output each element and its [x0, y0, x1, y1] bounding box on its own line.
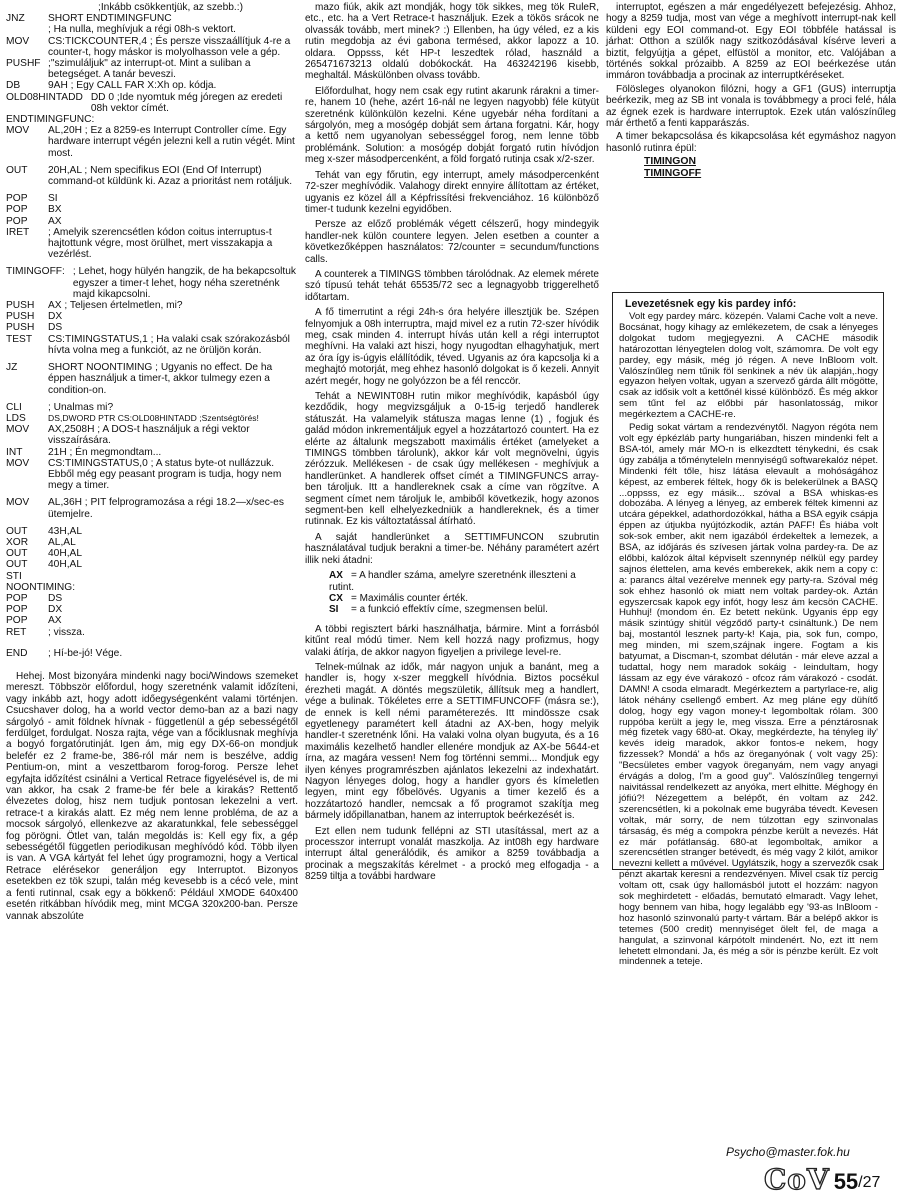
asm-line [6, 537, 298, 548]
asm-mnemonic: MOV [6, 497, 30, 509]
asm-operand: 40H,AL [48, 548, 82, 560]
register-description: = a funkció effektív címe, szegmensen belül. [351, 604, 548, 616]
asm-mnemonic: JNZ [6, 13, 25, 25]
definition-row [329, 593, 599, 604]
asm-operand: AX,2508H ; A DOS-t használjuk a régi vektor visszaírására. [48, 424, 250, 447]
asm-operand: BX [48, 204, 62, 216]
asm-line [6, 593, 298, 604]
asm-mnemonic: CLI [6, 401, 22, 413]
asm-line [6, 615, 298, 626]
asm-mnemonic: PUSHF [6, 58, 41, 70]
asm-operand: DX [48, 604, 63, 616]
asm-mnemonic: JZ [6, 362, 18, 374]
register-description: = A handler száma, amelyre szeretnénk illeszteni a rutint. [329, 570, 576, 593]
asm-line [6, 80, 298, 91]
middle-column [305, 2, 599, 887]
asm-operand: 21H ; Én megmondtam... [48, 446, 162, 458]
asm-line [6, 193, 298, 204]
party-info-title: Levezetésnek egy kis pardey infó: [625, 298, 797, 310]
asm-operand: AX [48, 215, 62, 227]
middle-prose-part1 [305, 2, 599, 566]
asm-operand: DS [48, 322, 63, 334]
paragraph: Tehát van egy főrutin, egy interrupt, amely másodpercenként 72-szer meghívódik. Valahogy direkt ennyire állítottam az értéket, ugyanis ez közel áll a Képfrissítési frekvenciához. 16 különböző timer-t tudunk kezelni egyidőben. [305, 169, 599, 215]
asm-line [6, 447, 298, 458]
asm-line [6, 548, 298, 559]
asm-label: TIMINGOFF: [6, 266, 65, 278]
register-name: SI [329, 604, 339, 616]
assembly-listing [6, 2, 298, 659]
asm-operand: ; Ha nulla, meghívjuk a régi 08h-s vektort. [48, 24, 236, 36]
routine-list [606, 156, 896, 179]
paragraph: A timer bekapcsolása és kikapcsolása két egymáshoz nagyon hasonló rutinra épül: [606, 131, 896, 154]
asm-operand: DS [48, 592, 63, 604]
register-name: CX [329, 592, 343, 604]
asm-line [6, 526, 298, 537]
asm-line [6, 13, 298, 24]
paragraph: Hehej. Most bizonyára mindenki nagy boci/Windows szemeket mereszt. Többször előfordul, hogy szeretnénk valamit időzíteni, vagy inkább azt, hogy adott időegységenként valami történjen. Csucshaver dolog, ha a world vector demo-ban az a bazi nagy sárgolyó - amit földnek hívnak - függetlenül a gép sebességétől ferdülget, fordulgat. Nosza rajta, vége van a főciklusnak meghívja a bogyó forgatórutinját. Igen ám, mig egy DX-66-on mondjuk belefér ez 2 frame-be, 386-ról már nem is beszélve, addig Pentium-on, mint a veszettbarom forog-forog. Persze lehet egyfajta időzítést csinálni a Vertical Retrace figyelésével is, de mi van akkor, ha csak 2 frame-be fér bele a kirakás? Rettentő élvezetes dolog, hisz nem tudjuk pontosan lekezelni a vert. retrace-t a kirakás alatt. Ez még nem lenne probléma, de az a mocsok sárgolyó, ellenkezve az akaratunkkal, fele sebességgel fog pörögni. Ötlet van, talán megoldás is: Kell egy fix, a gép sebességétől független periodikusan meghívódó kód. Több ilyen is van. A VGA kártyát fel lehet úgy programozni, hogy a Vertical Retrace elérésekor generáljon egy Interruptot. Bizonyos esetekben ez tök szupi, talán még kevesebb is a cécó vele, mint a fenti rutinnal, csak egy a bökkenő: Például XMODE 640x400 esetén ritkábban hívódik meg, mint MCGA 320x200-ban. Persze vannak abszolúte [6, 670, 298, 922]
asm-line [6, 497, 298, 519]
asm-operand: DD 0 ;Ide nyomtuk még jóregen az eredeti 08h vektor címét. [90, 91, 283, 114]
asm-operand: AL,20H ; Ez a 8259-es Interrupt Controller címe. Egy hardware interrupt végén jelezni kell a rutin végét. Mint most. [48, 125, 295, 159]
asm-mnemonic: MOV [6, 457, 30, 469]
paragraph: A többi regisztert bárki használhatja, bármire. Mint a forrásból kitűnt real módú timer. Nem kell hozzá nagy profizmus, hogy valaki átírja, de akkor nagyon figyeljen a privilege level-re. [305, 623, 599, 658]
asm-operand: AX [48, 615, 62, 627]
asm-mnemonic: TEST [6, 333, 33, 345]
asm-line [6, 413, 298, 424]
asm-label: OLD08HINTADD [6, 91, 83, 103]
asm-mnemonic: OUT [6, 548, 28, 560]
asm-mnemonic: MOV [6, 35, 30, 47]
asm-operand: CS:TICKCOUNTER,4 ; És persze visszaállítjuk 4-re a counter-t, hogy máskor is molyolhasson vele a gép. [48, 35, 291, 58]
author-email[interactable]: Psycho@master.fok.hu [726, 1145, 850, 1159]
asm-line [6, 559, 298, 570]
asm-line [6, 582, 298, 593]
definition-row [329, 604, 599, 615]
asm-operand: SI [48, 193, 58, 205]
asm-operand: ; vissza. [48, 626, 85, 638]
asm-label: ENDTIMINGFUNC: [6, 114, 95, 126]
middle-prose-part2 [305, 624, 599, 883]
asm-operand: CS:TIMINGSTATUS,1 ; Ha valaki csak szórakozásból hívta volna meg a funkciót, az ne örüljön korán. [48, 333, 290, 356]
asm-mnemonic: POP [6, 215, 28, 227]
party-info-box [612, 292, 884, 968]
asm-line [6, 362, 298, 396]
right-prose [606, 2, 896, 154]
asm-mnemonic: IRET [6, 226, 30, 238]
paragraph: Ezt ellen nem tudunk fellépni az STI utasítással, mert az a processzor interrupt vonalát maszkolja. Az int08h egy hardware interrupt által generálódik, és amikor a 8259 továbbadja a procinak a megszakítás kérelmet - a prockó meg elfogadja - a 8259 tiltja a további hardware [305, 825, 599, 883]
asm-line [6, 204, 298, 215]
asm-mnemonic: RET [6, 626, 27, 638]
asm-line [6, 627, 298, 638]
asm-operand: ; Amelyik szerencsétlen kódon coitus interruptus-t hajtottunk végre, most örülhet, mert visszakapja a vezérlést. [48, 226, 273, 261]
asm-operand: 40H,AL [48, 559, 82, 571]
asm-mnemonic: POP [6, 204, 28, 216]
paragraph: Tehát a NEWINT08H rutin mikor meghívódik, kapásból úgy kezdődik, hogy megvizsgáljuk a 0-15-ig terjedő handlerek státuszát. Ha valamelyik státusza magas lenne (1) , fogjuk és galád módon inkrementáljuk egyel a hozzátartozó countert. Ha ez elérte az általunk megszabott maximális értéket (amelyeket a TIMINGS tömbben tárolunk), akkor kár volt megnövelni, úgyis zérózzuk. Mellékesen - de csak úgy mellékesen - meghívjuk a handlerünket. A handlerek offset címét a TIMINGFUNCS array-ben tároljuk. Itt a handlereknek csak a címe van rögzítve. A segment címet nem tároljuk le, ambiből következik, hogy azonos segment-ben kell elhelyezkedniük a handlereknek, és a timer rutinnak. Ez kis változtatással átírható. [305, 391, 599, 528]
cov-logo: CoV [764, 1163, 830, 1196]
asm-line [6, 92, 298, 114]
asm-line [6, 402, 298, 413]
definition-row [329, 570, 599, 593]
paragraph: Telnek-múlnak az idők, már nagyon unjuk a banánt, meg a handler is, hogy x-szer meggkell hívódnia. Biztos pocsékul érezheti magát. A döntés megszületik, állítsuk meg a handlert, vége a bulinak. Tökéletes erre a SETTIMFUNCOFF (másra se:), de ennek is kell némi paraméterezés. Itt mindössze csak egyetlenegy paramétert kell átadni az AX-ben, hogy melyik handler-t szeretnénk lőni. Ha valaki volna olyan bugyuta, és a 16 maximális kezelhető handler ellenére mondjuk az AX-be 5644-et írna, az magára vessen! Nem fog történni semmi... Mondjuk egy ilyen kényes programrészben ajánlatos lekezelni az indexhatárt. Nagyon lényeges dolog, hogy a handler gyors és kímeletlen legyen, mint egy főbelövés. Ugyanis a timer kezelő és a hozzátartozó handler, nemcsak a fő programot szakítja meg bármely időpillanatban, hanem az interruptok beérkezését is. [305, 661, 599, 822]
asm-line [6, 58, 298, 80]
parameter-definitions [329, 570, 599, 616]
paragraph: mazo fiúk, akik azt mondják, hogy tök sikkes, meg tök RuleR, etc., etc. ha a Vert Retrace-t használjuk. Ezek a tökös srácok ne olvassák tovább, mert minek? :) Ellenben, ha úgy véled, ez a kis rutin megdobja az évi gabona termésed, akkor lapozz a 10. oldara. Oppsss, két HP-t leszedtek rólad, használd a 265471673213 oldalú dobókockát. Ha 463242196 kisebb, meghaltál. Máskülönben olvass tovább. [305, 2, 599, 82]
paragraph: interruptot, egészen a már engedélyezett befejezésig. Ahhoz, hogy a 8259 tudja, most van vége a meghívott interrupt-nak kell küldeni egy EOI command-ot. Egy EOI többféle hatással is járhat: Otthon a szülők nagy szitkozódásával kísérve leveri a biztit, felgyújtja a gépet, elfüstöl a monitor, etc. Valójában a történés sokkal prózaibb. A 8259 az EOI beérkezése után immáron továbbadja a procinak az interruptkéréseket. [606, 2, 896, 82]
paragraph: Előfordulhat, hogy nem csak egy rutint akarunk rárakni a timer-re, hanem 10 (hehe, azért 16-nál ne legyen nagyobb) féle kütyüt szeretnénk különkülön kezelni. Kéne ugyebár néha fordítani a sárgolyón, meg a mosógép dobját sem ártana forgatni. Kár, hogy a kettő nem ugyanolyan sebességgel forog, nem lenne több problémánk. Solution: a mosógép dobját forgató rutin hívódjon meg x-szer másodpercenként, a föld forgató rutinja csak x/2-szer. [305, 85, 599, 166]
asm-line [6, 227, 298, 261]
paragraph: A saját handlerünket a SETTIMFUNCON szubrutin használatával tudjuk berakni a timer-be. Néhány paramétert azért illik neki átadni: [305, 531, 599, 566]
left-prose [6, 671, 298, 922]
asm-mnemonic [6, 24, 48, 35]
left-column [6, 2, 298, 924]
routine-timingoff: TIMINGOFF [644, 167, 702, 179]
asm-operand: SHORT ENDTIMINGFUNC [48, 13, 172, 25]
asm-line [6, 322, 298, 333]
asm-line [6, 300, 298, 311]
asm-operand: CS:TIMINGSTATUS,0 ; A status byte-ot nullázzuk. Ebből még egy peasant program is tudja, hogy nem megy a timer. [48, 457, 282, 492]
asm-line [6, 114, 298, 125]
asm-line [6, 24, 298, 35]
asm-mnemonic: INT [6, 446, 23, 458]
asm-mnemonic: LDS [6, 412, 26, 424]
asm-operand: 20H,AL ; Nem specifikus EOI (End Of Interrupt) command-ot küldünk ki. Azaz a prioritást nem rotáljuk. [48, 164, 293, 188]
asm-line [6, 334, 298, 356]
asm-operand: DS,DWORD PTR CS:OLD08HINTADD ;Szentségtörés! [48, 412, 259, 423]
asm-operand: ; Unalmas mi? [48, 401, 114, 413]
asm-line [6, 311, 298, 322]
asm-line [6, 571, 298, 582]
asm-mnemonic: POP [6, 604, 28, 616]
register-name: AX [329, 570, 343, 582]
page-number: 55 [833, 1169, 859, 1194]
paragraph: Fölösleges olyanokon filózni, hogy a GF1 (GUS) interruptja beérkezik, meg az SB int vonala is továbbmegy a proci felé, hála az égnek ezek is hardware interruptok. Ezek után valószínűleg már érthető a fenti kapparászás. [606, 83, 896, 130]
paragraph: A counterek a TIMINGS tömbben tárolódnak. Az elemek mérete szó típusú tehát tehát 65535/72 sec a legnagyobb triggerelhető időtartam. [305, 268, 599, 303]
asm-line [6, 648, 298, 659]
asm-mnemonic: OUT [6, 164, 28, 176]
asm-mnemonic [6, 2, 48, 13]
asm-mnemonic: POP [6, 592, 28, 604]
asm-line [6, 266, 298, 300]
footer-logo [764, 1163, 881, 1196]
asm-operand: 9AH ; Egy CALL FAR X:Xh op. kódja. [48, 80, 217, 92]
asm-line [6, 36, 298, 58]
asm-line [6, 424, 298, 446]
box-paragraph: Volt egy pardey márc. közepén. Valami Cache volt a neve. Bocsánat, hogy kihagy az emlékezetem, de csak a lényeges dolgokat tudom megjegyezni. A CACHE második határozottan lényegtelen dolog volt, számomra. De volt egy pardey, egy másik, még jó régen. A neve InBloom volt. Valószínűleg nem tűnik föl senkinek a név ük alapján,.hogy egyazon helyen voltak, ugyan a szervező gárda állt mögötte, csak az idősik volt a kettőnél kissé különböző. És még akkor sem tűnt fel az előbbi pár hasonlatosság, mikor megérkeztem a CACHE-re. [619, 311, 878, 421]
asm-line [6, 2, 298, 13]
asm-operand: DX [48, 311, 63, 323]
asm-mnemonic: END [6, 647, 28, 659]
asm-label: NOONTIMING: [6, 581, 76, 593]
register-description: = Maximális counter érték. [351, 592, 468, 604]
asm-mnemonic: PUSH [6, 322, 35, 334]
asm-mnemonic: XOR [6, 536, 29, 548]
asm-mnemonic: MOV [6, 424, 30, 436]
asm-operand: ; Hí-be-jó! Vége. [48, 647, 123, 659]
asm-operand: ;Inkább csökkentjük, az szebb.:) [98, 2, 243, 13]
asm-operand: AL,AL [48, 536, 76, 548]
asm-line [6, 125, 298, 159]
page-total: /27 [858, 1174, 881, 1191]
asm-mnemonic: OUT [6, 559, 28, 571]
asm-mnemonic: POP [6, 193, 28, 205]
asm-line [6, 604, 298, 615]
asm-mnemonic: POP [6, 615, 28, 627]
asm-operand: ; Lehet, hogy hülyén hangzik, de ha bekapcsoltuk egyszer a timer-t lehet, hogy néha szeretnénk majd kikapcsolni. [72, 266, 297, 300]
asm-mnemonic: PUSH [6, 311, 35, 323]
box-paragraph: Pedig sokat vártam a rendezvénytől. Nagyon régóta nem volt egy épkézláb party hungariában, hiszen mindenki felt a BSA-tól, amely már MO-n is elkezdtett ténykedni, és csak úgy zabálja a tőményteleln mennyiségű softwarekalóz népet. Mindenki félt tőle, hisz látása elevault a mohóságához képest, az emberek féltek, hogy ők is belekerülnek a BASQ ...oppsss, ez egy másik... szóval a BSA whiskas-es dobozába. A lényeg a lényeg, az emberek féltek kimenni az utcára gépekkel, adathordozókkal, hátha a BSA egyik csápja éppen az útjukba nyújtózkodik, aztán PAFF! És hiába volt sok-sok ember, akit nem igazából érdekeltek a lemezek, a BSA, az időjárás és szívesen jártak volna pardey-ra. De az előbbi, kalózok által képviselt szennynép nélkül egy pardey sajnos élettelen, ama kevés emberekek, akik nem a copy c: a: parancs által vezérelve mennek egy party-ra. Szóval még sok ehhez hasonló ok miatt nem voltak pardey-ok. Aztán egyszercsak kapok egy infót, hogy lesz ám kecsön CACHE. Huhhuj! (mondom én. Ez betett nekünk. Ugyanis épp egy másik szintúgy shitül végződő party-t csináltunk.) De nem baj, mostantól lesznek party-k! Kaja, pia, sok fun, compo, meg minden, mi szem,szájnak ingere. Fogtam a kis batyumat, a Discman-t, szombat délután - már eleve azzal a tudattal, hogy nem maradok sokáig - leindultam, hogy lássam az egy éve várakozó - ofcoz rám várakozó - csodát. DAMN! A csoda elmaradt. Megérkeztem a partyrlace-re, alig látok néhány csellengő embert. Az meg pláne egy dühítő dolog, hogy egy vagon money-t legomboltak rólam. 300 ruppóba került a jegy le, meg vissza. Erre a pénztárosnak még fizetek vagy 680-at. Okay, megkérdezte, ha tényleg ily' kevés ideig maradok, akkor fontos-e nekem, hogy fizzessek? Mondá' a hős az öreganyónak ( volt vagy 25): "Becsületes ember vagyok öreganyám, nem vagy anyagi érvágás a dolog, I'm a good guy". Valószínűleg tengernyi naivitással rendelkezett az anyóka, mert elhitte. Méghogy én jófiú?! Nézegettem a belépőt, én voltam az 242. szerencsétlen, ki a pokolnak eme bugyrába tévedt. Kevesen voltak, már sorry, de nem túlzottan egy szinvonalas társaság, és még a compokra pénzbe került a nevezés. Hát ez már pofátlanság. 680-at legomboltak, amikor a szerencsétlen stranger betévedt, és még vagy 2 kilót, amikor nevezni kellett a művével. Ugylátszik, hogy a szervezők csak pénzt akartak keresni a rendezvényen. Mivel csak tíz percig voltam ott, csak úgy hallomásból jutott el hozzám: nagyon sok meghirdetett - előadás, bemutató elmaradt. Vagy lehet, hogy bennem van hiba, hogy legalább egy '93-as InBloom -hoz hasonló szinvonalú party-t vártam. Bár a belépő akkor is tetemes (500 credit) mennyiséget ölelt fel, de maga a hangulat, a szinvonal kárpótolt mindenért. No, ezt itt nem lehetett elmondani. Ja, és még a sör is pénzbe került. Ez volt mindennek a teteje. [619, 422, 878, 968]
right-column [606, 2, 896, 179]
asm-operand: SHORT NOONTIMING ; Ugyanis no effect. De ha éppen használjuk a timer-t, akkor tulmegy ezen a condition-on. [48, 362, 273, 396]
routine-timingon: TIMINGON [644, 156, 696, 168]
asm-operand: 43H,AL [48, 525, 82, 537]
asm-line [6, 165, 298, 187]
asm-operand: AL,36H ; PIT felprogramozása a régi 18.2—x/sec-es ütemjelre. [48, 497, 284, 520]
asm-line [6, 458, 298, 492]
asm-mnemonic: PUSH [6, 300, 35, 312]
asm-mnemonic: MOV [6, 125, 30, 137]
asm-operand [48, 571, 298, 582]
asm-line [6, 216, 298, 227]
asm-mnemonic: OUT [6, 525, 28, 537]
asm-operand: ;"szimuláljuk" az interrupt-ot. Mint a suliban a betegséget. A tanár beveszi. [48, 58, 251, 81]
paragraph: Persze az előző problémák végett célszerű, hogy mindegyik handler-nek külön countere legyen. Jelen esetben a counter a következőképpen használatos: 72/counter = secundum/functions calls. [305, 219, 599, 265]
asm-mnemonic: STI [6, 570, 22, 582]
asm-mnemonic: DB [6, 80, 21, 92]
party-info-text [619, 312, 878, 968]
asm-operand: AX ; Teljesen értelmetlen, mi? [48, 300, 183, 312]
paragraph: A fő timerrutint a régi 24h-s óra helyére illesztjük be. Szépen felnyomjuk a 08h interruptra, majd mivel ez a rutin 72-szer hívódik meg, csak minden 4. interrupt hívás után kell a régi interruptot meghívni. Ha valaki azt hiszi, hogy nyugodtan elhagyhatjuk, mert az óra így is-úgyis elállítódik, téved. Ugyanis az óra kapcsolja ki a meghajtó motorját, meg ehhez hasonló dolgokat is ő kezeli. Annyit azért megér, hogy ne golyózzon be a fél renccör. [305, 307, 599, 387]
